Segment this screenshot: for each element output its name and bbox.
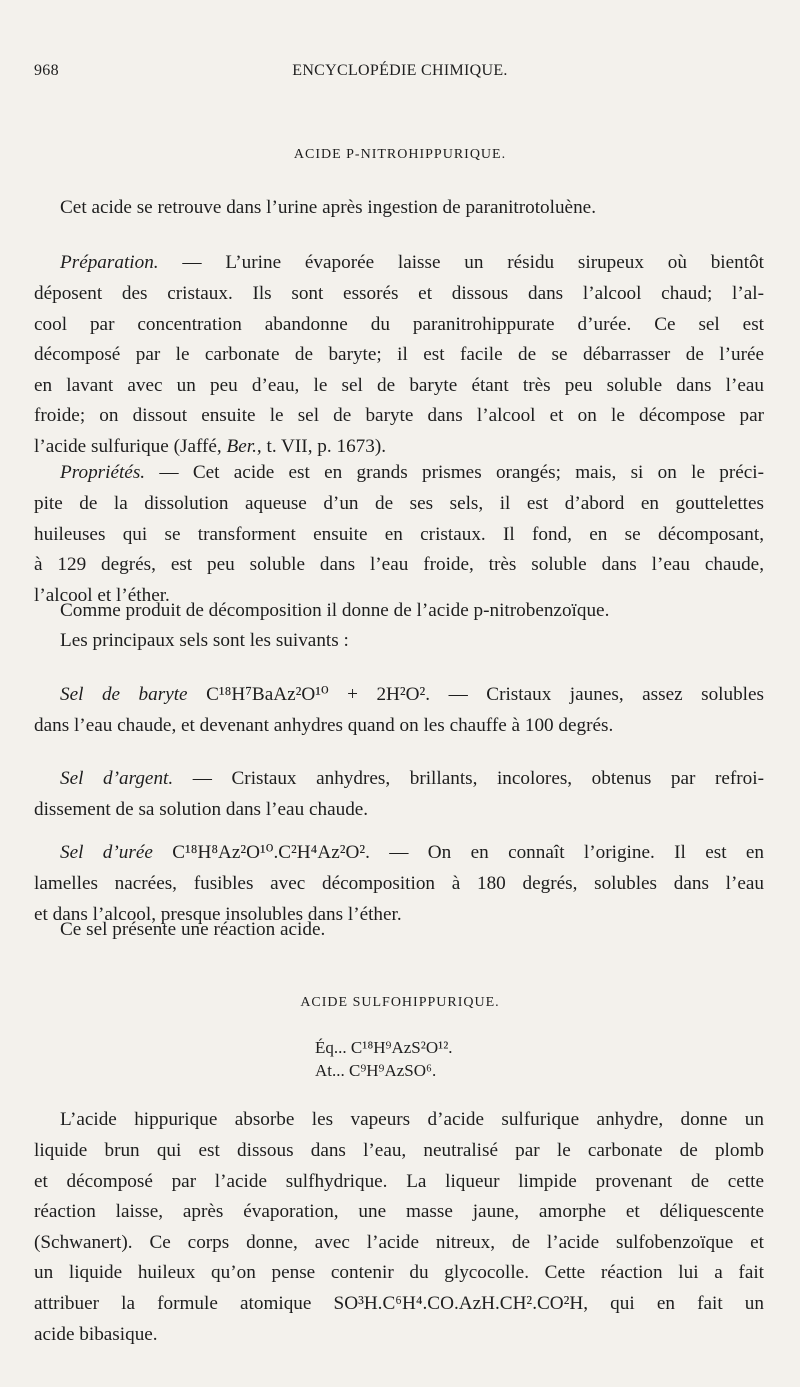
formula-block xyxy=(315,1036,453,1082)
preparation-line: froide; on dissout ensuite le sel de baryte dans l’alcool et on le décompose par xyxy=(34,405,764,427)
sulfo-line: (Schwanert). Ce corps donne, avec l’acide nitreux, de l’acide sulfobenzoïque et xyxy=(34,1231,764,1253)
reaction-paragraph xyxy=(60,915,764,946)
journal-title: ENCYCLOPÉDIE CHIMIQUE. xyxy=(292,62,508,79)
sel-uree-formula: C¹⁸H⁸Az²O¹⁰.C²H⁴Az²O². xyxy=(172,842,370,863)
sel-uree-label: Sel d’urée xyxy=(60,842,153,863)
sel-argent-text-1: — Cristaux anhydres, brillants, incolores, obtenus par refroi- xyxy=(173,768,764,789)
sulfo-line: L’acide hippurique absorbe les vapeurs d’acide sulfurique anhydre, donne un xyxy=(60,1109,764,1130)
decomposition-paragraph xyxy=(60,596,764,627)
section-title-nitrohippurique: ACIDE P-NITROHIPPURIQUE. xyxy=(293,147,507,162)
intro-text: Cet acide se retrouve dans l’urine après ingestion de paranitrotoluène. xyxy=(60,197,596,218)
preparation-first-line xyxy=(60,248,764,279)
sulfo-line: attribuer la formule atomique SO³H.C⁶H⁴.CO.AzH.CH².CO²H, qui en fait un xyxy=(34,1292,764,1314)
sel-argent-label: Sel d’argent. xyxy=(60,768,174,789)
proprietes-continuation xyxy=(34,489,764,611)
sel-argent-paragraph xyxy=(60,764,764,795)
sel-baryte-formula: C¹⁸H⁷BaAz²O¹⁰ + 2H²O². xyxy=(206,684,431,705)
sel-uree-first-line xyxy=(60,838,764,869)
running-header xyxy=(34,62,766,84)
sel-baryte-last-line: dans l’eau chaude, et devenant anhydres quand on les chauffe à 100 degrés. xyxy=(34,715,614,736)
sel-uree-last-line: et dans l’alcool, presque insolubles dans l’éther. xyxy=(34,903,402,925)
sulfo-first-line-block xyxy=(60,1105,764,1136)
page-number: 968 xyxy=(34,62,59,79)
preparation-line: cool par concentration abandonne du paranitrohippurate d’urée. Ce sel est xyxy=(34,313,764,335)
proprietes-label: Propriétés. xyxy=(60,462,146,483)
preparation-line: déposent des cristaux. Ils sont essorés et dissous dans l’alcool chaud; l’al- xyxy=(34,283,764,304)
sulfo-last-line: acide bibasique. xyxy=(34,1323,158,1345)
sulfo-line: liquide brun qui est dissous dans l’eau, neutralisé par le carbonate de plomb xyxy=(34,1140,764,1161)
sel-argent-continuation xyxy=(34,795,764,826)
preparation-last-pre: l’acide sulfurique (Jaffé, xyxy=(34,435,227,457)
sulfo-body xyxy=(34,1136,764,1350)
decomposition-text: Comme produit de décomposition il donne de l’acide p-nitrobenzoïque. xyxy=(60,600,610,621)
sulfo-line: réaction laisse, après évaporation, une masse jaune, amorphe et déliquescente xyxy=(34,1201,764,1223)
sulfo-line: un liquide huileux qu’on pense contenir du glycocolle. Cette réaction lui a fait xyxy=(34,1262,764,1284)
sel-baryte-continuation xyxy=(34,711,764,742)
sels-intro-paragraph xyxy=(60,626,764,657)
sel-baryte-label: Sel de baryte xyxy=(60,684,188,705)
sel-baryte-first-line xyxy=(60,680,764,711)
sel-uree-text-1: — On en connaît l’origine. Il est en xyxy=(369,842,764,863)
sels-intro-text: Les principaux sels sont les suivants : xyxy=(60,630,349,651)
sel-baryte-paragraph xyxy=(60,680,764,711)
preparation-continuation xyxy=(34,279,764,463)
preparation-reference: Ber. xyxy=(226,435,257,457)
proprietes-line: pite de la dissolution aqueuse d’un de ses sels, il est d’abord en gouttelettes xyxy=(34,493,764,514)
sel-argent-last-line: dissement de sa solution dans l’eau chaude. xyxy=(34,799,369,820)
reaction-text: Ce sel présente une réaction acide. xyxy=(60,919,326,940)
intro-paragraph xyxy=(60,193,764,224)
formula-equivalent: Éq... C¹⁸H⁹AzS²O¹². xyxy=(315,1038,453,1057)
sel-uree-paragraph xyxy=(60,838,764,869)
preparation-line: décomposé par le carbonate de baryte; il est facile de se débarrasser de l’urée xyxy=(34,344,764,366)
sel-argent-first-line xyxy=(60,764,764,795)
sel-uree-line: lamelles nacrées, fusibles avec décomposition à 180 degrés, solubles dans l’eau xyxy=(34,873,764,894)
proprietes-line: huileuses qui se transforment ensuite en cristaux. Il fond, en se décomposant, xyxy=(34,523,764,545)
proprietes-last-line: l’alcool et l’éther. xyxy=(34,584,170,606)
preparation-line: en lavant avec un peu d’eau, le sel de baryte étant très peu soluble dans l’eau xyxy=(34,374,764,396)
sulfo-line: et décomposé par l’acide sulfhydrique. La liqueur limpide provenant de cette xyxy=(34,1170,764,1192)
proprietes-paragraph xyxy=(60,458,764,489)
preparation-label: Préparation. xyxy=(60,252,159,273)
section-title-sulfohippurique: ACIDE SULFOHIPPURIQUE. xyxy=(300,995,500,1010)
proprietes-text-1: — Cet acide est en grands prismes orangés; mais, si on le préci- xyxy=(145,462,764,483)
preparation-paragraph xyxy=(60,248,764,279)
preparation-last-post: , t. VII, p. 1673). xyxy=(256,435,387,457)
sel-baryte-text-1: — Cristaux jaunes, assez solubles xyxy=(430,684,765,705)
proprietes-first-line xyxy=(60,458,764,489)
preparation-text-1: — L’urine évaporée laisse un résidu sirupeux où bientôt xyxy=(158,252,764,273)
proprietes-line: à 129 degrés, est peu soluble dans l’eau froide, très soluble dans l’eau chaude, xyxy=(34,554,764,576)
formula-atomic: At... C⁹H⁹AzSO⁶. xyxy=(315,1061,437,1080)
